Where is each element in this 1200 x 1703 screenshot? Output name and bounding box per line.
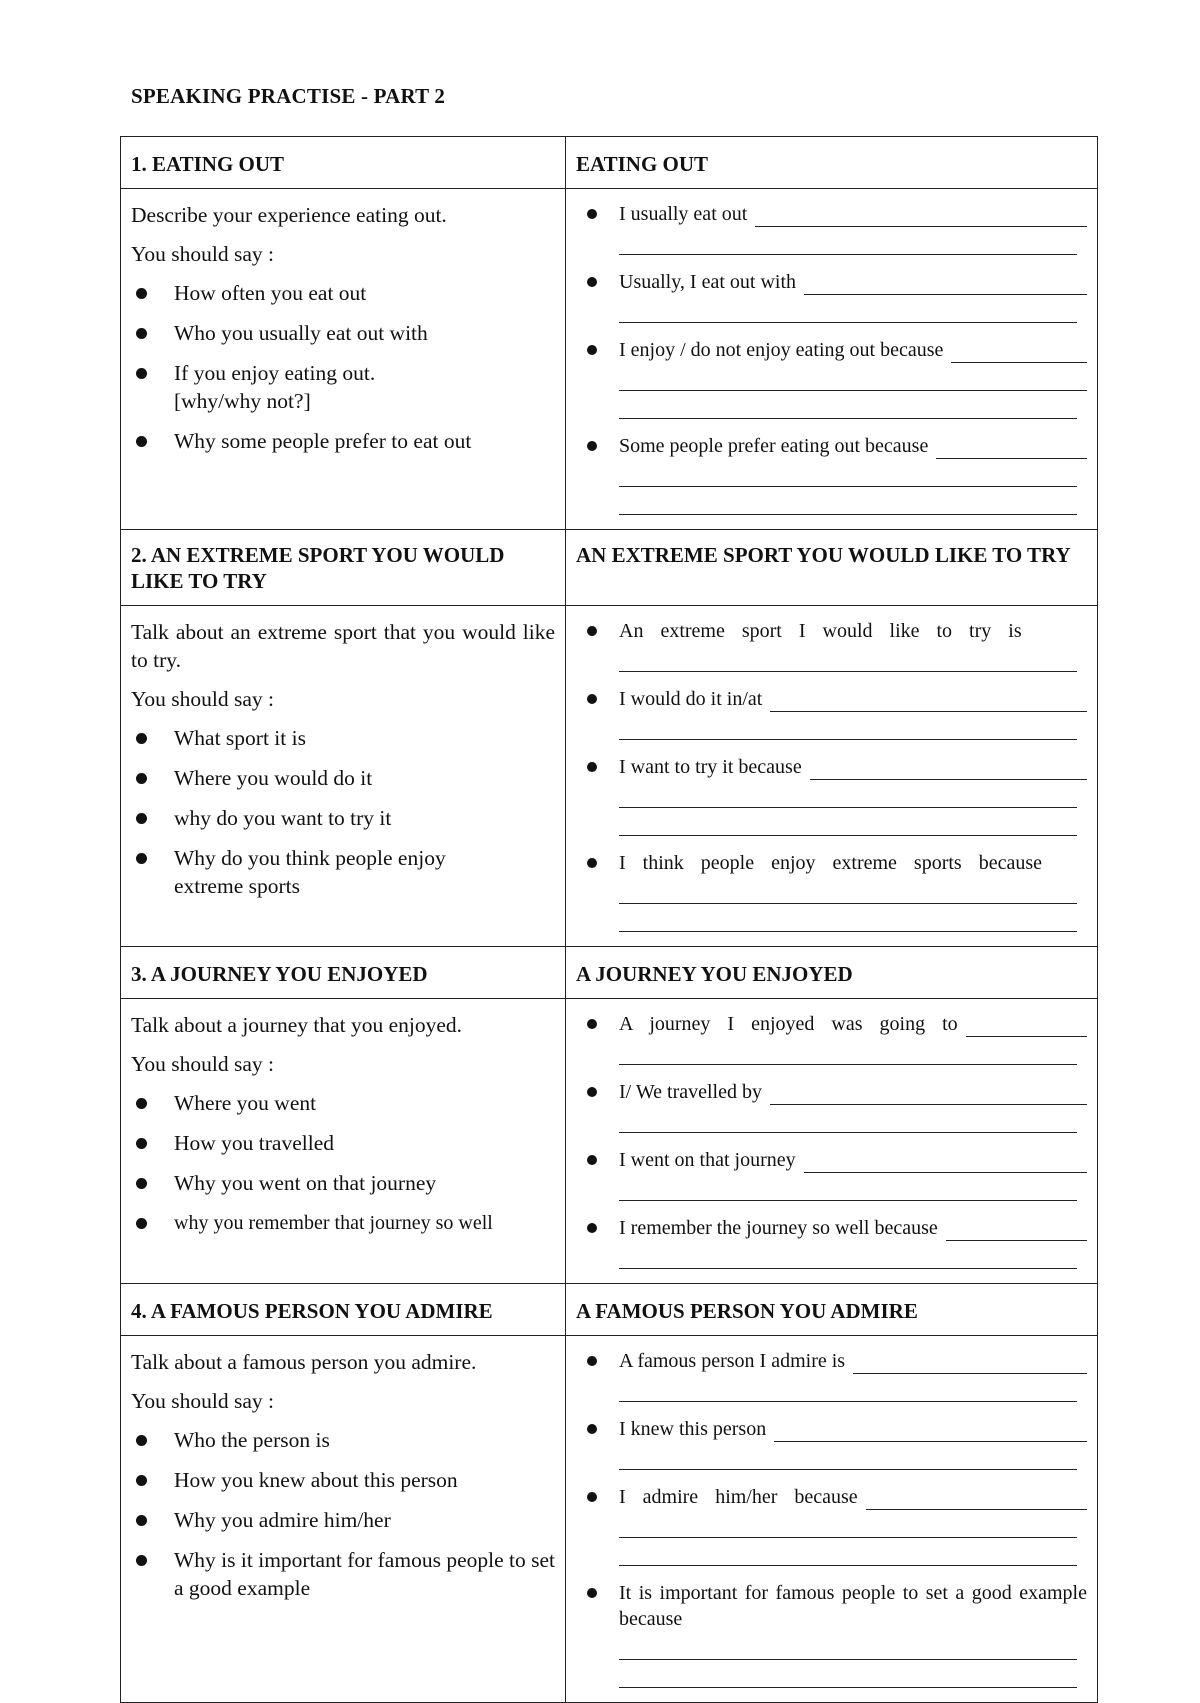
section-body-row xyxy=(121,189,1098,530)
answer-item xyxy=(576,754,1087,836)
bullet-icon xyxy=(587,1356,597,1366)
sentence-starter: It is important for famous people to set a good example because xyxy=(619,1582,1087,1630)
bullet-icon xyxy=(587,345,597,355)
sentence-starter: I would do it in/at xyxy=(619,688,763,710)
answer-item xyxy=(576,850,1087,932)
answer-item xyxy=(576,337,1087,419)
bullet-icon xyxy=(136,1138,147,1149)
prompt-item: why do you want to try it xyxy=(131,804,555,832)
bullet-icon xyxy=(136,436,147,447)
answer-blank[interactable] xyxy=(866,1489,1087,1510)
prompt-cell xyxy=(121,999,566,1284)
prompt-item: Why is it important for famous people to set a good example xyxy=(131,1546,555,1602)
bullet-icon xyxy=(136,1555,147,1566)
prompt-cell xyxy=(121,606,566,947)
prompt-item: Who you usually eat out with xyxy=(131,319,555,347)
answer-blank[interactable] xyxy=(619,904,1077,932)
answer-blank[interactable] xyxy=(619,1105,1077,1133)
answer-item xyxy=(576,433,1087,515)
answer-blank[interactable] xyxy=(951,342,1087,363)
you-should-say: You should say : xyxy=(131,242,274,266)
answer-blank[interactable] xyxy=(853,1353,1087,1374)
section-title: A FAMOUS PERSON YOU ADMIRE xyxy=(566,1284,1098,1336)
sentence-starter: An extreme sport I would like to try is xyxy=(619,620,1022,642)
prompt-list xyxy=(131,724,555,900)
bullet-icon xyxy=(587,762,597,772)
prompt-intro: Describe your experience eating out. xyxy=(131,203,447,227)
answer-blank[interactable] xyxy=(936,438,1087,459)
prompt-list xyxy=(131,1426,555,1602)
section-header-row xyxy=(121,947,1098,999)
answer-blank[interactable] xyxy=(619,363,1087,391)
prompt-item: Where you would do it xyxy=(131,764,555,792)
answer-blank[interactable] xyxy=(619,459,1077,487)
bullet-icon xyxy=(136,1098,147,1109)
sentence-starter: I admire him/her because xyxy=(619,1486,858,1508)
prompt-item: Who the person is xyxy=(131,1426,555,1454)
answer-blank[interactable] xyxy=(619,295,1077,323)
section-title: A JOURNEY YOU ENJOYED xyxy=(566,947,1098,999)
sentence-starter: I think people enjoy extreme sports because xyxy=(619,852,1042,874)
bullet-icon xyxy=(136,773,147,784)
section-title: 2. AN EXTREME SPORT YOU WOULD LIKE TO TRY xyxy=(121,530,566,606)
sentence-starter: Usually, I eat out with xyxy=(619,271,797,293)
answer-blank[interactable] xyxy=(619,1510,1077,1538)
sentence-starter: I knew this person xyxy=(619,1418,767,1440)
bullet-icon xyxy=(587,694,597,704)
section-title: AN EXTREME SPORT YOU WOULD LIKE TO TRY xyxy=(566,530,1098,606)
sentence-starter: I went on that journey xyxy=(619,1149,796,1171)
answer-item xyxy=(576,618,1087,672)
answer-item xyxy=(576,1147,1087,1201)
answer-item xyxy=(576,1484,1087,1566)
answer-item xyxy=(576,1011,1087,1065)
answer-blank[interactable] xyxy=(619,712,1077,740)
you-should-say: You should say : xyxy=(131,687,274,711)
section-body-row xyxy=(121,606,1098,947)
bullet-icon xyxy=(587,1588,597,1598)
answer-cell xyxy=(566,1336,1098,1703)
answer-blank[interactable] xyxy=(755,206,1087,227)
bullet-icon xyxy=(587,1223,597,1233)
bullet-icon xyxy=(587,277,597,287)
prompt-cell xyxy=(121,1336,566,1703)
prompt-cell xyxy=(121,189,566,530)
answer-blank[interactable] xyxy=(619,644,1077,672)
answer-blank[interactable] xyxy=(804,1152,1087,1173)
answer-blank[interactable] xyxy=(966,1016,1087,1037)
answer-cell xyxy=(566,999,1098,1284)
worksheet-table xyxy=(120,136,1098,1703)
sentence-starter: I/ We travelled by xyxy=(619,1081,762,1103)
bullet-icon xyxy=(587,1019,597,1029)
prompt-list xyxy=(131,279,555,455)
sentence-starter: I remember the journey so well because xyxy=(619,1217,938,1239)
answer-blank[interactable] xyxy=(810,759,1087,780)
prompt-item: How you knew about this person xyxy=(131,1466,555,1494)
section-body-row xyxy=(121,999,1098,1284)
prompt-intro: Talk about a famous person you admire. xyxy=(131,1350,477,1374)
bullet-icon xyxy=(587,1087,597,1097)
answer-item xyxy=(576,1079,1087,1133)
prompt-item: why you remember that journey so well xyxy=(131,1209,555,1237)
sentence-starter: A journey I enjoyed was going to xyxy=(619,1013,958,1035)
bullet-icon xyxy=(136,1435,147,1446)
answer-blank[interactable] xyxy=(619,1173,1077,1201)
answer-blank[interactable] xyxy=(804,274,1087,295)
answer-item xyxy=(576,1580,1087,1688)
answer-blank[interactable] xyxy=(946,1220,1087,1241)
sentence-starter: I usually eat out xyxy=(619,203,748,225)
answer-item xyxy=(576,201,1087,255)
answer-item xyxy=(576,1348,1087,1402)
answer-blank[interactable] xyxy=(619,1660,1077,1688)
prompt-item: How you travelled xyxy=(131,1129,555,1157)
bullet-icon xyxy=(587,209,597,219)
bullet-icon xyxy=(136,288,147,299)
prompt-item: Why do you think people enjoy extreme sports xyxy=(131,844,474,900)
bullet-icon xyxy=(587,1492,597,1502)
answer-cell xyxy=(566,189,1098,530)
answer-blank[interactable] xyxy=(619,227,1077,255)
sentence-starter: I enjoy / do not enjoy eating out because xyxy=(619,339,944,361)
section-title: 4. A FAMOUS PERSON YOU ADMIRE xyxy=(121,1284,566,1336)
answer-blank[interactable] xyxy=(619,808,1077,836)
section-header-row xyxy=(121,137,1098,189)
section-body-row xyxy=(121,1336,1098,1703)
answer-item xyxy=(576,1416,1087,1470)
bullet-icon xyxy=(136,328,147,339)
answer-blank[interactable] xyxy=(770,691,1087,712)
answer-blank[interactable] xyxy=(619,1241,1077,1269)
section-header-row xyxy=(121,530,1098,606)
bullet-icon xyxy=(587,1155,597,1165)
bullet-icon xyxy=(136,1218,147,1229)
answer-blank[interactable] xyxy=(774,1421,1087,1442)
bullet-icon xyxy=(587,626,597,636)
answer-blank[interactable] xyxy=(619,1037,1077,1065)
prompt-item: What sport it is xyxy=(131,724,555,752)
bullet-icon xyxy=(136,1178,147,1189)
bullet-icon xyxy=(136,1515,147,1526)
answer-blank[interactable] xyxy=(619,1442,1077,1470)
prompt-list xyxy=(131,1089,555,1237)
bullet-icon xyxy=(587,858,597,868)
bullet-icon xyxy=(587,1424,597,1434)
answer-item xyxy=(576,686,1087,740)
answer-cell xyxy=(566,606,1098,947)
answer-blank[interactable] xyxy=(619,391,1077,419)
answer-blank[interactable] xyxy=(619,487,1077,515)
answer-blank[interactable] xyxy=(619,1374,1077,1402)
bullet-icon xyxy=(587,441,597,451)
sentence-starter: A famous person I admire is xyxy=(619,1350,846,1372)
answer-blank[interactable] xyxy=(619,780,1077,808)
answer-item xyxy=(576,269,1087,323)
bullet-icon xyxy=(136,368,147,379)
section-header-row xyxy=(121,1284,1098,1336)
sentence-starter: I want to try it because xyxy=(619,756,802,778)
answer-blank[interactable] xyxy=(619,876,1077,904)
section-title: 1. EATING OUT xyxy=(121,137,566,189)
prompt-item: Why some people prefer to eat out xyxy=(131,427,555,455)
prompt-item: Why you admire him/her xyxy=(131,1506,555,1534)
prompt-item: Where you went xyxy=(131,1089,555,1117)
bullet-icon xyxy=(136,813,147,824)
prompt-intro: Talk about a journey that you enjoyed. xyxy=(131,1013,463,1037)
prompt-item: How often you eat out xyxy=(131,279,555,307)
answer-blank[interactable] xyxy=(770,1084,1087,1105)
you-should-say: You should say : xyxy=(131,1389,274,1413)
sentence-starter: Some people prefer eating out because xyxy=(619,435,929,457)
bullet-icon xyxy=(136,733,147,744)
section-title: 3. A JOURNEY YOU ENJOYED xyxy=(121,947,566,999)
answer-item xyxy=(576,1215,1087,1269)
bullet-icon xyxy=(136,1475,147,1486)
prompt-item: If you enjoy eating out. [why/why not?] xyxy=(131,359,404,415)
answer-blank[interactable] xyxy=(619,1632,1077,1660)
section-title: EATING OUT xyxy=(566,137,1098,189)
prompt-item: Why you went on that journey xyxy=(131,1169,555,1197)
page-title: SPEAKING PRACTISE - PART 2 xyxy=(131,84,446,108)
answer-blank[interactable] xyxy=(619,1538,1077,1566)
prompt-intro: Talk about an extreme sport that you would like to try. xyxy=(131,620,555,672)
you-should-say: You should say : xyxy=(131,1052,274,1076)
bullet-icon xyxy=(136,853,147,864)
